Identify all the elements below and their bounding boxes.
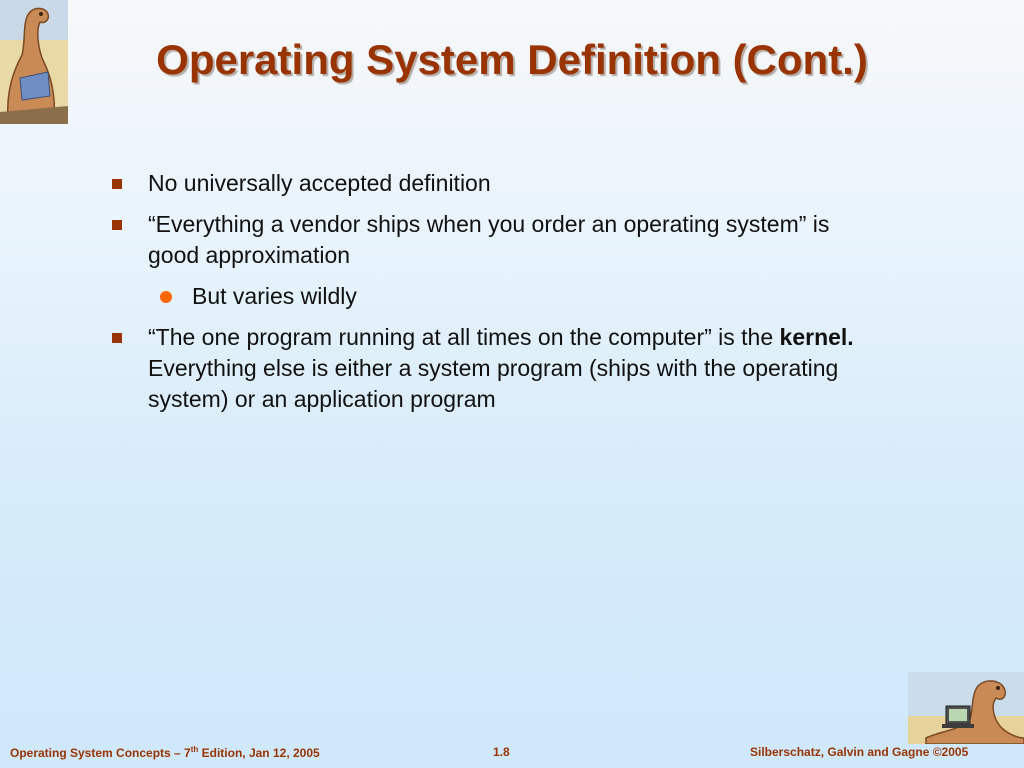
list-item bbox=[108, 209, 878, 271]
bullet-text: No universally accepted definition bbox=[148, 170, 491, 196]
bullet-text: “Everything a vendor ships when you order an operating system” is good approximation bbox=[148, 211, 830, 268]
square-bullet-icon bbox=[112, 220, 122, 230]
bullet-list bbox=[108, 168, 878, 425]
kernel-term: kernel. bbox=[779, 324, 854, 350]
sub-list-item bbox=[108, 281, 878, 312]
bullet-text-start: “The one program running at all times on the computer” is the bbox=[148, 324, 780, 350]
footer-left-suffix: Edition, Jan 12, 2005 bbox=[198, 746, 320, 760]
square-bullet-icon bbox=[112, 179, 122, 189]
list-item bbox=[108, 168, 878, 199]
bullet-text-end: Everything else is either a system program (ships with the operating system) or an application program bbox=[148, 324, 867, 412]
footer-page-number: 1.8 bbox=[493, 745, 510, 759]
footer-left-superscript: th bbox=[190, 745, 199, 754]
dinosaur-laptop-illustration bbox=[908, 672, 1024, 744]
list-item bbox=[108, 322, 878, 415]
footer-copyright: Silberschatz, Galvin and Gagne ©2005 bbox=[750, 745, 969, 759]
footer-left-prefix: Operating System Concepts – 7 bbox=[10, 746, 191, 760]
footer-course-edition bbox=[10, 745, 320, 760]
slide-title: Operating System Definition (Cont.) bbox=[156, 36, 868, 83]
round-bullet-icon bbox=[160, 291, 172, 303]
sub-bullet-text: But varies wildly bbox=[192, 283, 357, 309]
square-bullet-icon bbox=[112, 333, 122, 343]
